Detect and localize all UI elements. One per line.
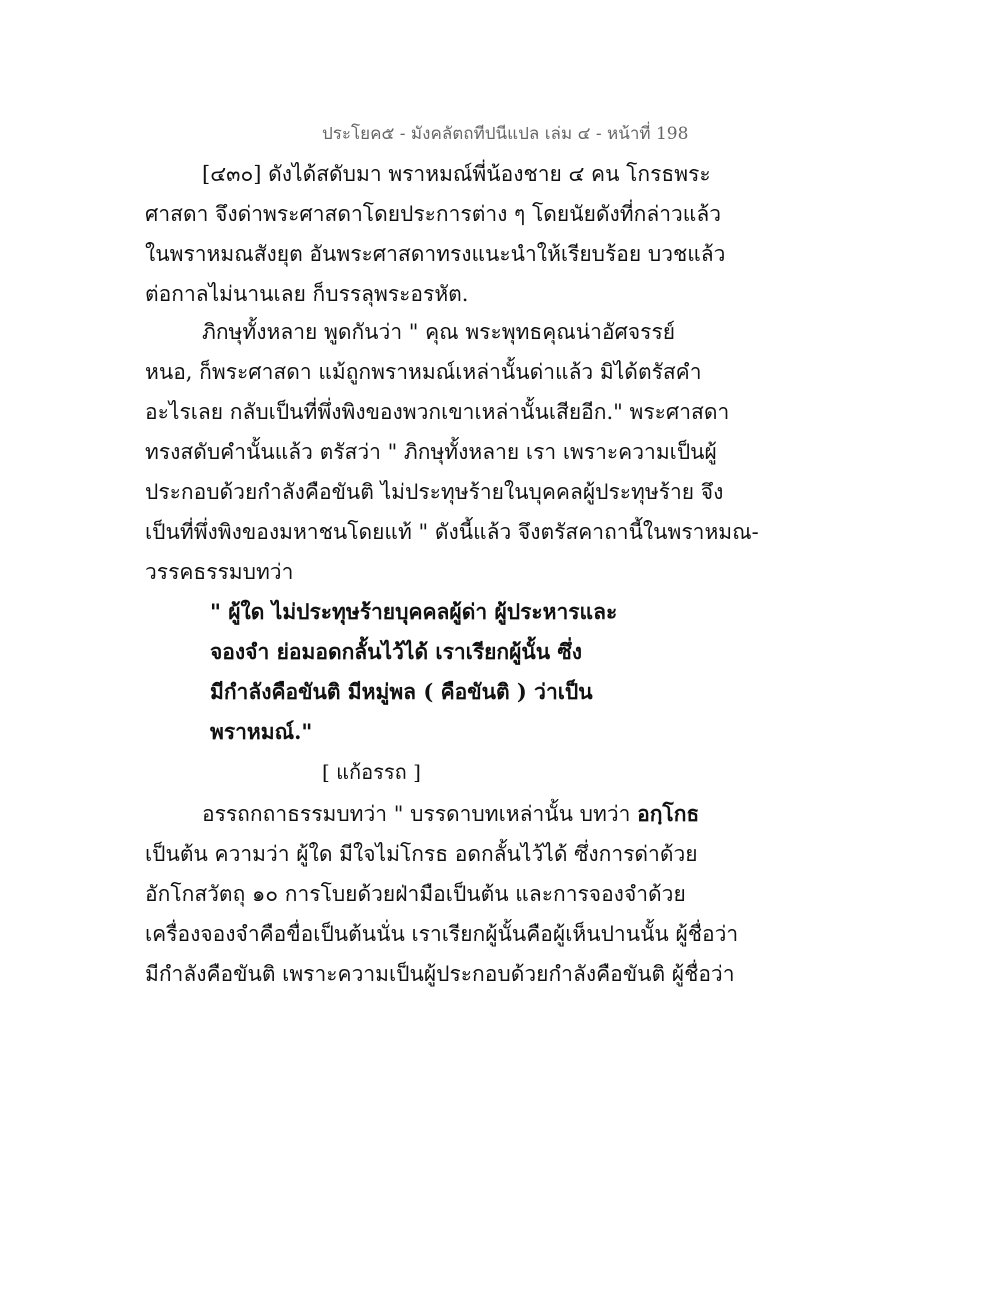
page-header: ประโยค๕ - มังคลัตถทีปนีแปล เล่ม ๔ - หน้าที่ 198 bbox=[322, 124, 689, 144]
p2-line-4: ทรงสดับคำนั้นแล้ว ตรัสว่า " ภิกษุทั้งหลาย เรา เพราะความเป็นผู้ bbox=[145, 440, 717, 464]
verse-line-1: " ผู้ใด ไม่ประทุษร้ายบุคคลผู้ด่า ผู้ประหารและ bbox=[210, 599, 618, 624]
p1-line-2: ศาสดา จึงด่าพระศาสดาโดยประการต่าง ๆ โดยนัยดังที่กล่าวแล้ว bbox=[145, 202, 721, 226]
p2-line-5: ประกอบด้วยกำลังคือขันติ ไม่ประทุษร้ายในบุคคลผู้ประทุษร้าย จึง bbox=[145, 480, 724, 504]
p3-line-3: อักโกสวัตถุ ๑๐ การโบยด้วยฝ่ามือเป็นต้น และการจองจำด้วย bbox=[145, 882, 686, 906]
p3-line-4: เครื่องจองจำคือขื่อเป็นต้นนั่น เราเรียกผู้นั้นคือผู้เห็นปานนั้น ผู้ชื่อว่า bbox=[145, 922, 739, 946]
p2-line-2: หนอ, ก็พระศาสดา แม้ถูกพราหมณ์เหล่านั้นด่าแล้ว มิได้ตรัสคำ bbox=[145, 360, 702, 384]
p3-line-5: มีกำลังคือขันติ เพราะความเป็นผู้ประกอบด้วยกำลังคือขันติ ผู้ชื่อว่า bbox=[145, 962, 735, 986]
p2-line-7: วรรคธรรมบทว่า bbox=[145, 560, 294, 584]
p1-line-3: ในพราหมณสังยุต อันพระศาสดาทรงแนะนำให้เรียบร้อย บวชแล้ว bbox=[145, 242, 726, 266]
p3-line-1-keyword: อกฺโกธ bbox=[637, 801, 700, 826]
p2-line-3: อะไรเลย กลับเป็นที่พึ่งพิงของพวกเขาเหล่านั้นเสียอีก." พระศาสดา bbox=[145, 400, 730, 424]
section-label: [ แก้อรรถ ] bbox=[322, 760, 421, 784]
p3-line-2: เป็นต้น ความว่า ผู้ใด มีใจไม่โกรธ อดกลั้นไว้ได้ ซึ่งการด่าด้วย bbox=[145, 842, 698, 866]
verse-line-2: จองจำ ย่อมอดกลั้นไว้ได้ เราเรียกผู้นั้น ซึ่ง bbox=[210, 639, 582, 664]
p3-line-1-text: อรรถกถาธรรมบทว่า " บรรดาบทเหล่านั้น บทว่า bbox=[202, 802, 638, 826]
p3-line-1 bbox=[202, 800, 699, 828]
p1-line-4: ต่อกาลไม่นานเลย ก็บรรลุพระอรหัต. bbox=[145, 282, 469, 306]
verse-line-3: มีกำลังคือขันติ มีหมู่พล ( คือขันติ ) ว่าเป็น bbox=[210, 679, 593, 704]
p2-line-1: ภิกษุทั้งหลาย พูดกันว่า " คุณ พระพุทธคุณน่าอัศจรรย์ bbox=[202, 320, 676, 344]
p1-line-1: [๔๓๐] ดังได้สดับมา พราหมณ์พี่น้องชาย ๔ คน โกรธพระ bbox=[202, 162, 711, 186]
p2-line-6: เป็นที่พึ่งพิงของมหาชนโดยแท้ " ดังนี้แล้ว จึงตรัสคาถานี้ในพราหมณ- bbox=[145, 520, 759, 544]
verse-line-4: พราหมณ์." bbox=[210, 719, 313, 744]
